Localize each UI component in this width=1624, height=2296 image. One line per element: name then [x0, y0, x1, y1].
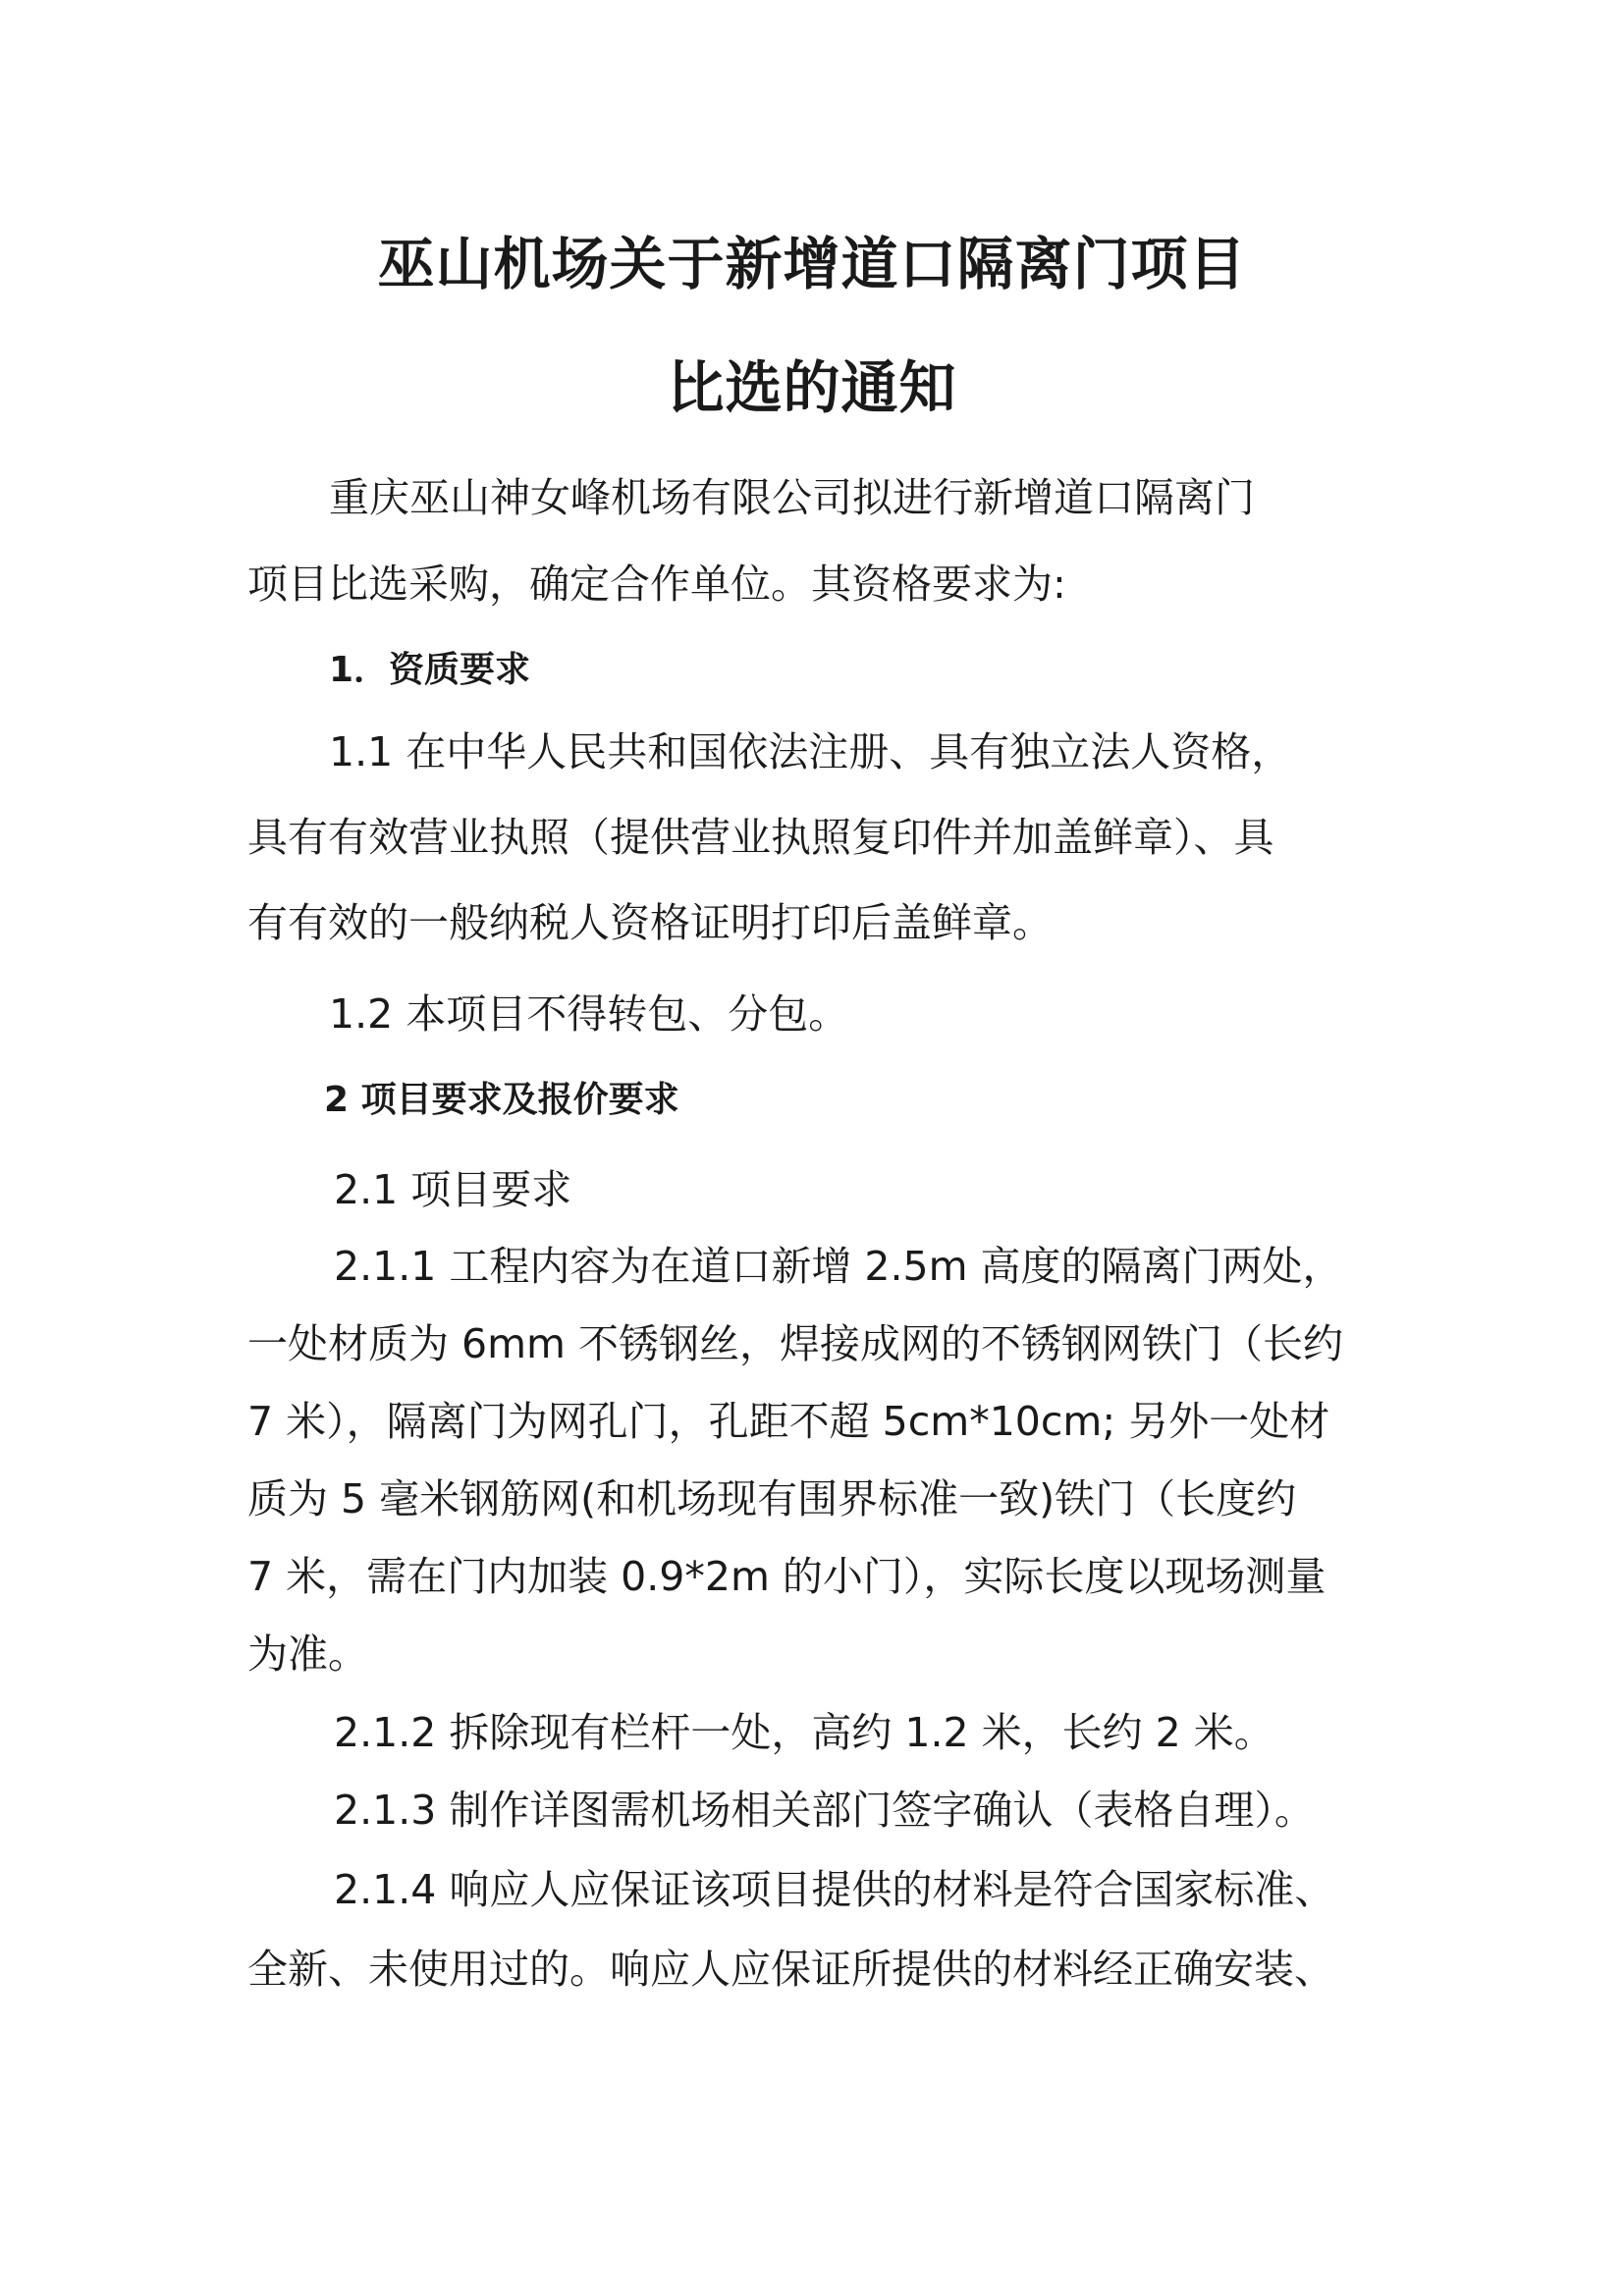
intro-line-2: 项目比选采购，确定合作单位。其资格要求为: [247, 561, 1066, 608]
para-2-1-4-line-1: 2.1.4 响应人应保证该项目提供的材料是符合国家标准、 [334, 1866, 1335, 1913]
section-2-heading: 2 项目要求及报价要求 [324, 1080, 679, 1120]
para-1-1-line-3: 有有效的一般纳税人资格证明打印后盖鲜章。 [247, 899, 1053, 946]
para-2-1-1-line-5: 7 米，需在门内加装 0.9*2m 的小门），实际长度以现场测量 [247, 1553, 1326, 1600]
title-line-1: 巫山机场关于新增道口隔离门项目 [377, 231, 1247, 297]
para-2-1: 2.1 项目要求 [334, 1166, 572, 1213]
para-1-2: 1.2 本项目不得转包、分包。 [329, 990, 849, 1038]
para-1-1-line-2: 具有有效营业执照（提供营业执照复印件并加盖鲜章）、具 [247, 814, 1274, 861]
para-2-1-4-line-2: 全新、未使用过的。响应人应保证所提供的材料经正确安装、 [247, 1946, 1334, 1993]
para-2-1-1-line-6: 为准。 [247, 1630, 368, 1678]
para-2-1-3: 2.1.3 制作详图需机场相关部门签字确认（表格自理）。 [334, 1787, 1315, 1834]
para-2-1-1-line-2: 一处材质为 6mm 不锈钢丝，焊接成网的不锈钢网铁门（长约 [247, 1320, 1344, 1367]
para-2-1-1-line-1: 2.1.1 工程内容为在道口新增 2.5m 高度的隔离门两处， [334, 1243, 1343, 1290]
para-2-1-1-line-4: 质为 5 毫米钢筋网(和机场现有围界标准一致)铁门（长度约 [247, 1475, 1297, 1522]
para-2-1-1-line-3: 7 米），隔离门为网孔门，孔距不超 5cm*10cm; 另外一处材 [247, 1398, 1330, 1445]
para-2-1-2: 2.1.2 拆除现有栏杆一处，高约 1.2 米，长约 2 米。 [334, 1709, 1274, 1756]
para-1-1-line-1: 1.1 在中华人民共和国依法注册、具有独立法人资格， [329, 728, 1292, 775]
section-1-heading: 1．资质要求 [329, 650, 531, 690]
title-line-2: 比选的通知 [667, 354, 957, 421]
intro-line-1: 重庆巫山神女峰机场有限公司拟进行新增道口隔离门 [329, 474, 1255, 521]
